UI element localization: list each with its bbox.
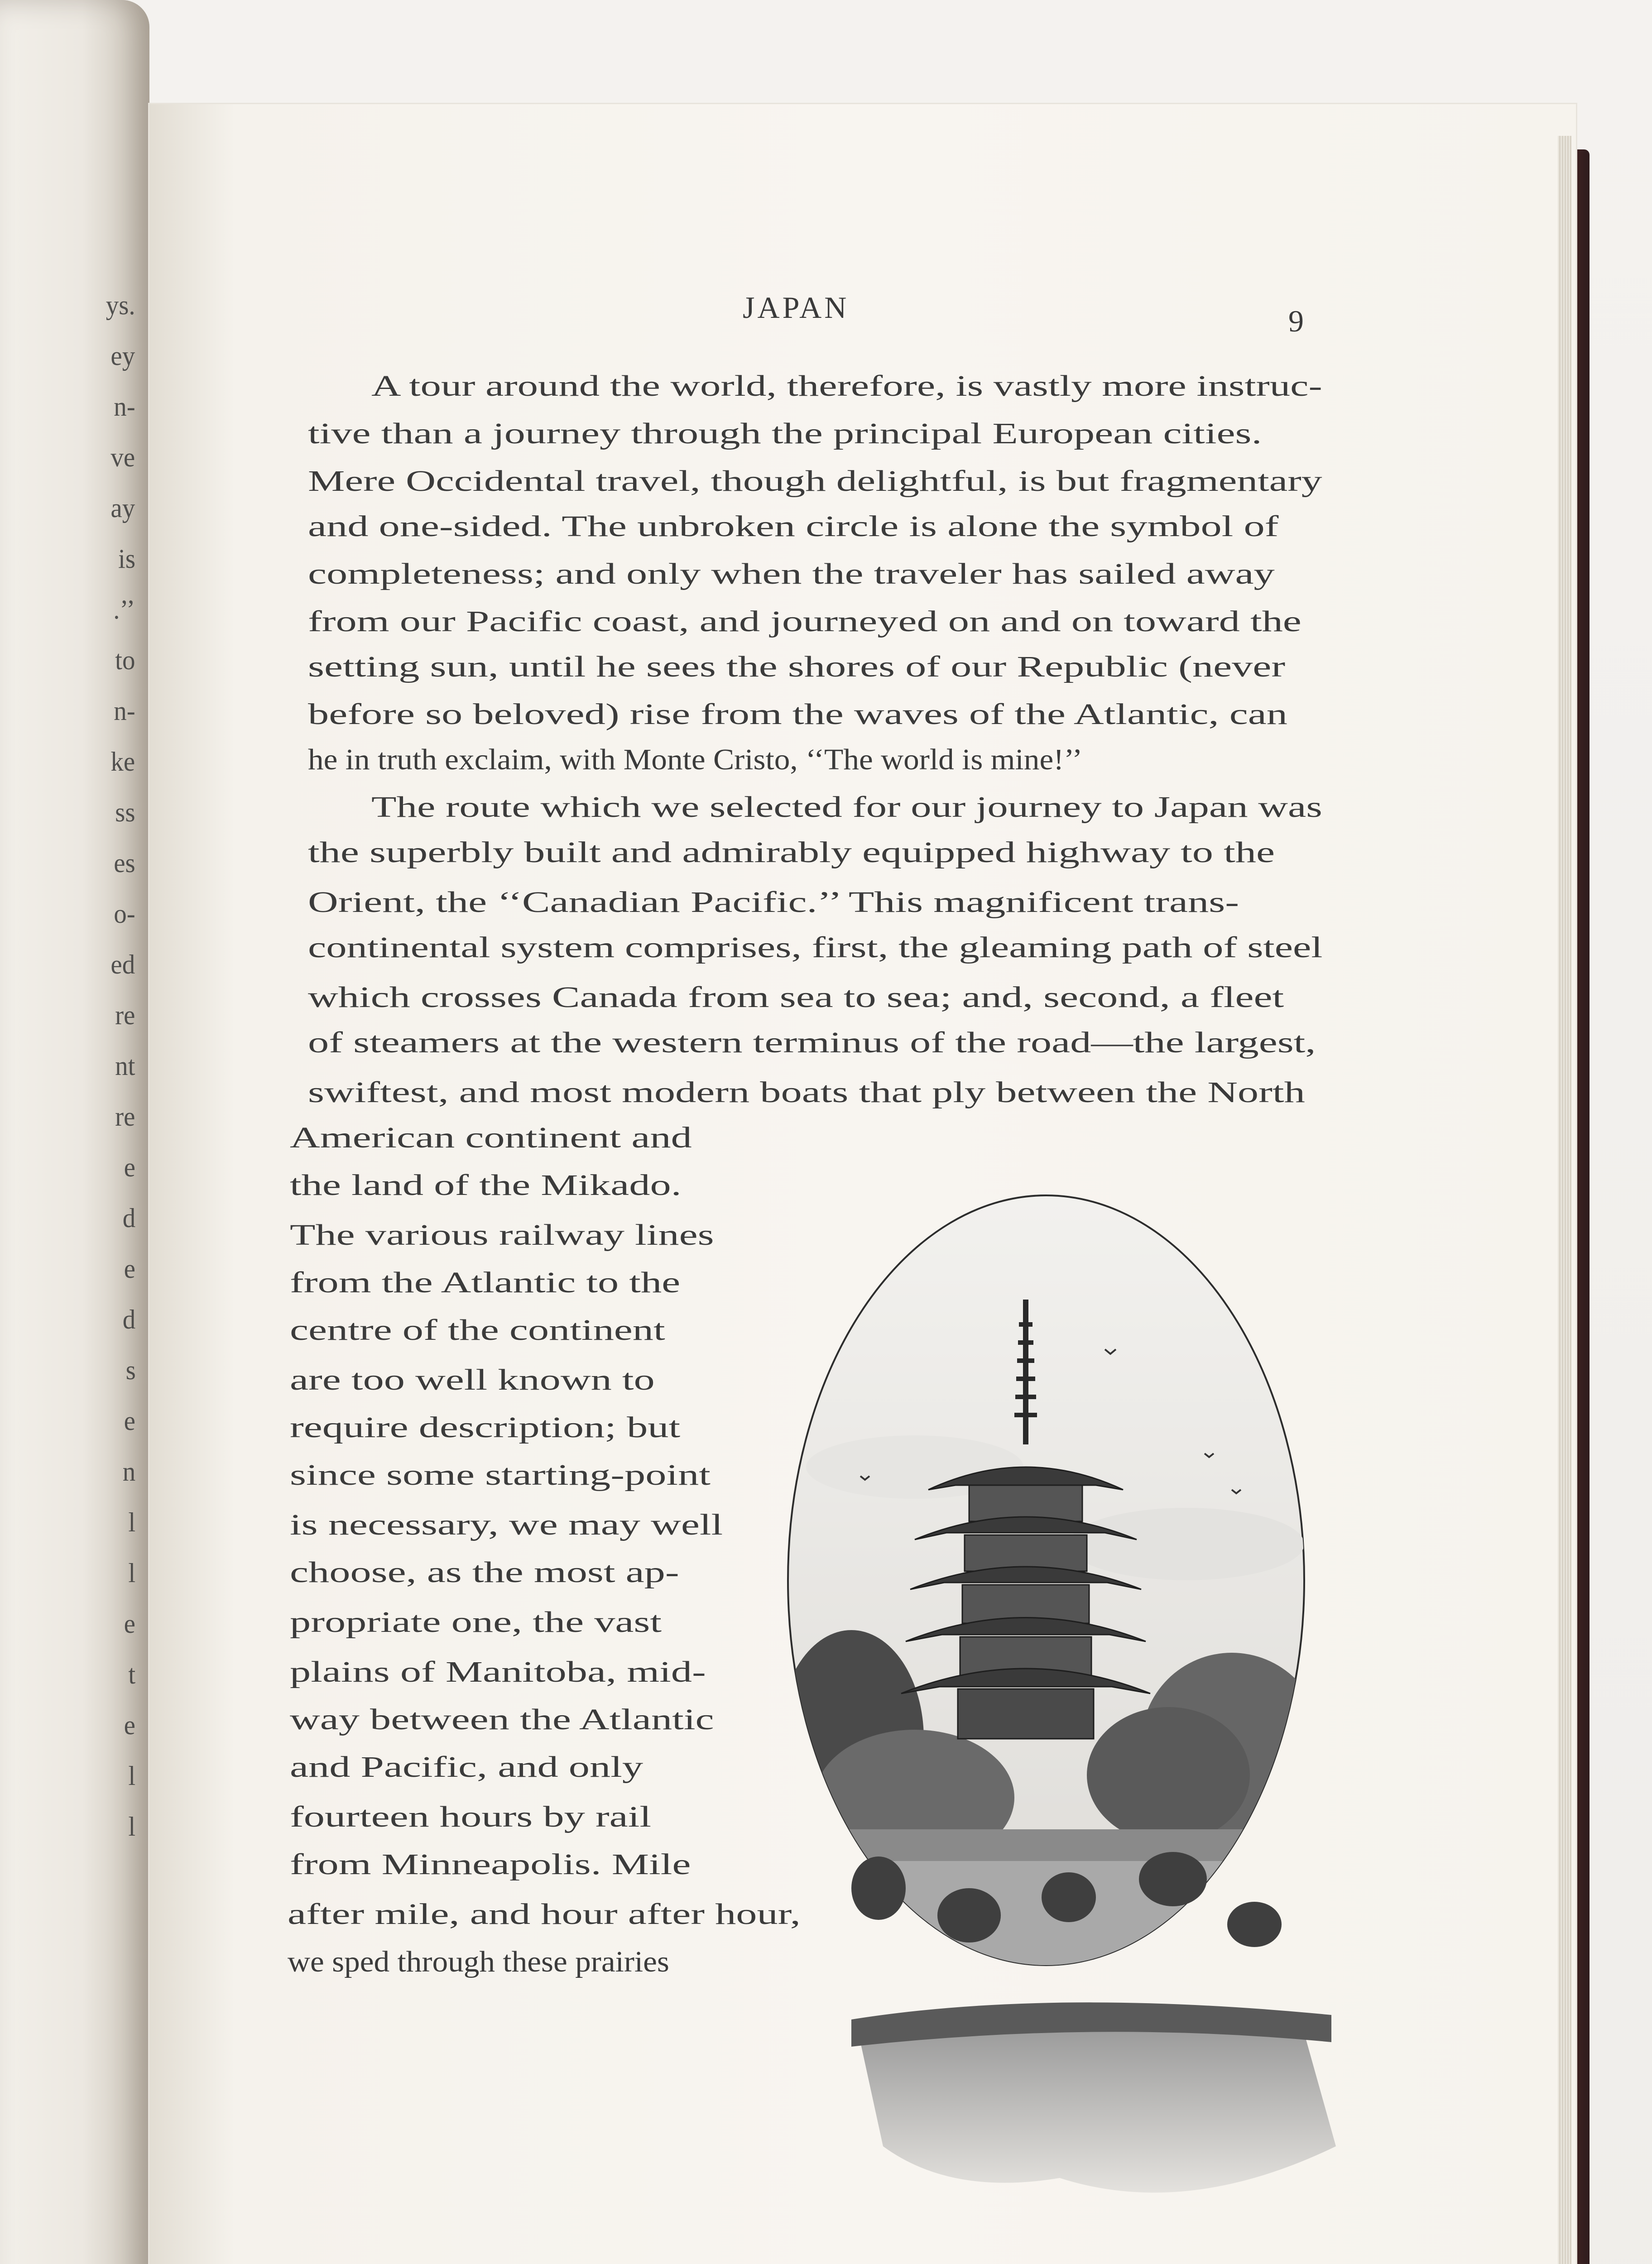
left-page-fragment: ay (110, 493, 135, 523)
left-page-fragment: d (122, 1305, 136, 1334)
text-line: swiftest, and most modern boats that ply between the North (308, 1076, 1305, 1109)
text-line: centre of the continent (290, 1314, 665, 1347)
text-line: which crosses Canada from sea to sea; and, second, a fleet (308, 981, 1284, 1014)
text-line: and Pacific, and only (290, 1751, 644, 1784)
left-page-fragment: n- (114, 392, 135, 422)
left-page-fragment: ey (110, 341, 135, 371)
text-line: setting sun, until he sees the shores of our Republic (never (308, 650, 1286, 683)
left-page-fragment: e (124, 1609, 136, 1639)
text-line: The various railway lines (290, 1218, 714, 1252)
text-line: of steamers at the western terminus of the road—the largest, (308, 1026, 1316, 1059)
left-page-fragment: ed (110, 950, 135, 979)
left-page-fragment: e (124, 1254, 136, 1284)
text-line: the superbly built and admirably equipped highway to the (308, 836, 1275, 869)
left-page-fragment: n (122, 1457, 136, 1487)
text-line: after mile, and hour after hour, (288, 1898, 801, 1931)
text-line: is necessary, we may well (290, 1508, 723, 1541)
text-line: from our Pacific coast, and journeyed on and on toward the (308, 605, 1301, 638)
text-line: The route which we selected for our journey to Japan was (371, 791, 1322, 824)
left-page-fragment: es (114, 848, 135, 878)
text-line: way between the Atlantic (290, 1703, 714, 1736)
text-line: American continent and (290, 1121, 692, 1154)
text-line: from Minneapolis. Mile (290, 1848, 691, 1881)
left-page-fragment: ys. (106, 290, 135, 320)
page-edges (1558, 136, 1571, 2264)
left-page-fragment: e (124, 1710, 136, 1740)
text-line: propriate one, the vast (290, 1606, 662, 1639)
text-line: plains of Manitoba, mid- (290, 1655, 706, 1688)
left-page-fragment: s (125, 1355, 136, 1385)
left-page-fragment: nt (115, 1051, 135, 1081)
text-line: A tour around the world, therefore, is vastly more instruc- (371, 369, 1322, 403)
text-line: require description; but (290, 1411, 681, 1444)
pagoda-illustration (779, 1173, 1404, 2223)
text-line: choose, as the most ap- (290, 1556, 679, 1589)
text-line: from the Atlantic to the (290, 1266, 681, 1299)
left-page-fragment: n- (114, 696, 135, 726)
left-page-fragment: d (122, 1203, 136, 1233)
left-page-fragment: to (115, 645, 135, 675)
text-line: we sped through these prairies (288, 1945, 669, 1978)
left-page-fragment: o- (114, 899, 135, 929)
text-line: since some starting-point (290, 1458, 711, 1492)
text-line: he in truth exclaim, with Monte Cristo, ‘‘The world is mine!’’ (308, 743, 1083, 776)
left-page-fragment: l (128, 1812, 136, 1842)
left-page-fragment: e (124, 1406, 136, 1436)
left-page-fragment: .’’ (113, 595, 135, 624)
text-line: completeness; and only when the traveler has sailed away (308, 557, 1275, 590)
left-page-fragment: l (128, 1761, 136, 1791)
left-page-fragment: re (115, 1102, 135, 1132)
text-line: Mere Occidental travel, though delightful, is but fragmentary (308, 465, 1322, 498)
left-page (0, 0, 149, 2264)
left-page-fragment: ss (115, 797, 135, 827)
left-page-fragment: is (118, 544, 135, 574)
page-number: 9 (1288, 304, 1304, 338)
text-line: and one-sided. The unbroken circle is alone the symbol of (308, 510, 1279, 543)
text-line: continental system comprises, first, the gleaming path of steel (308, 931, 1323, 964)
left-page-fragment: ve (110, 442, 135, 472)
left-page-fragment: l (128, 1558, 136, 1588)
left-page-fragment: ke (110, 747, 135, 777)
left-page-fragment: re (115, 1000, 135, 1030)
text-line: the land of the Mikado. (290, 1169, 682, 1202)
left-page-fragment: l (128, 1507, 136, 1537)
text-line: fourteen hours by rail (290, 1800, 651, 1833)
running-head: JAPAN (743, 290, 850, 325)
left-page-fragment: e (124, 1152, 136, 1182)
text-line: Orient, the ‘‘Canadian Pacific.’’ This magnificent trans- (308, 886, 1239, 919)
text-line: are too well known to (290, 1363, 655, 1396)
left-page-fragment: t (128, 1660, 136, 1689)
text-line: tive than a journey through the principal European cities. (308, 417, 1262, 450)
text-line: before so beloved) rise from the waves of the Atlantic, can (308, 698, 1287, 731)
